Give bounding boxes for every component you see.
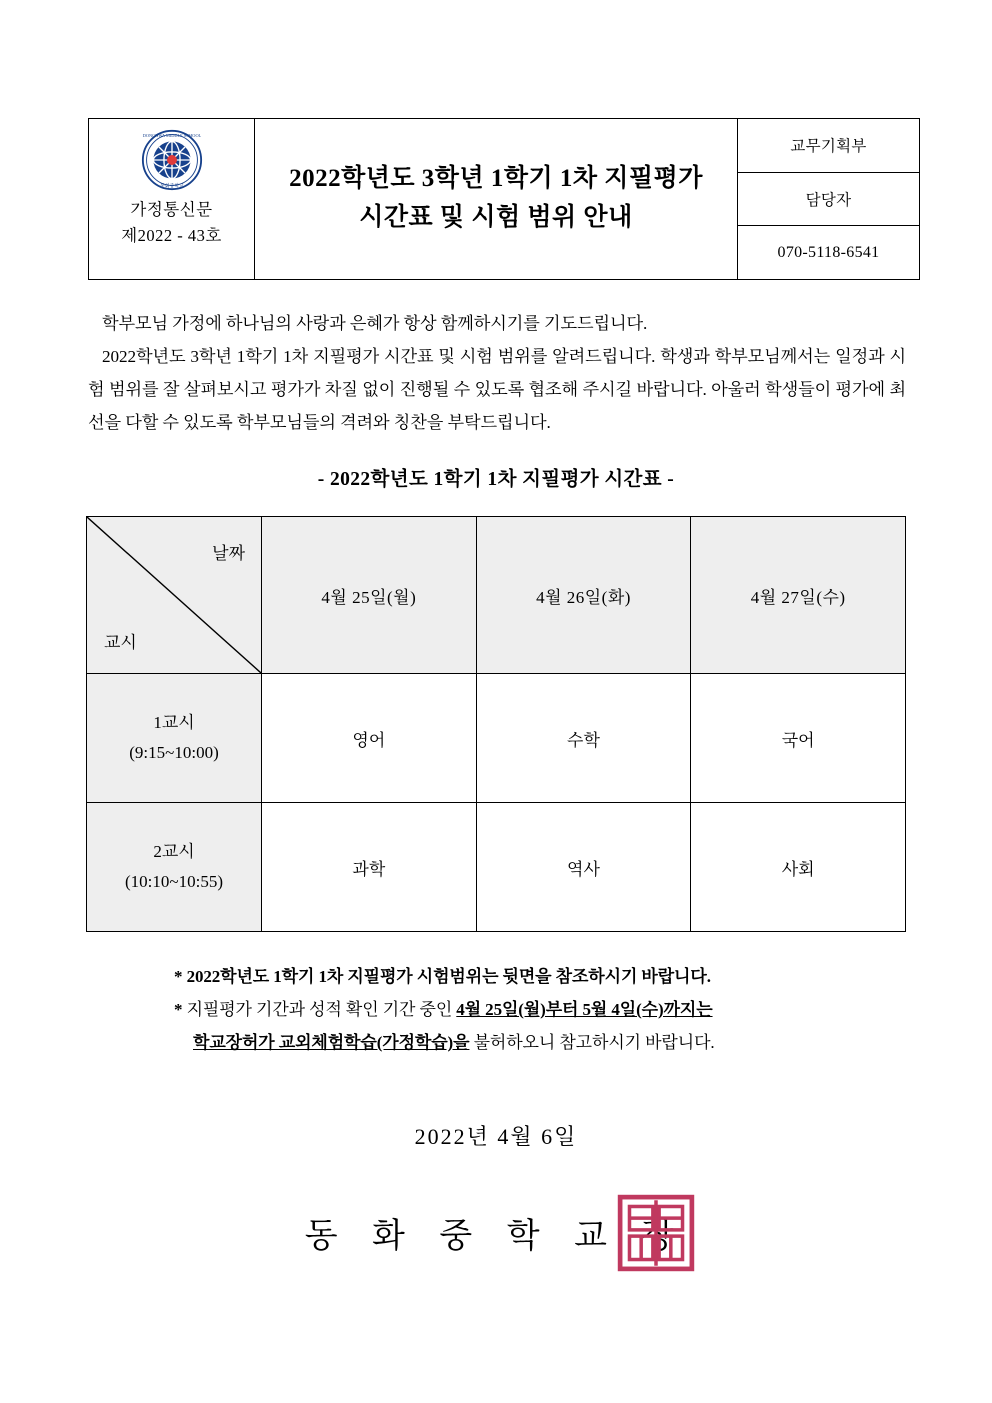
note-item-1 [174,960,914,993]
subject-r2c3: 사회 [691,803,906,932]
intro-paragraph-2: 2022학년도 3학년 1학기 1차 지필평가 시간표 및 시험 범위를 알려드립니다. 학생과 학부모님께서는 일정과 시험 범위를 잘 살펴보시고 평가가 차질 없이 진행될 수 있도록 협조해 주시길 바랍니다. 아울러 학생들이 평가에 최선을 다할 수 있도록 학부모님들의 격려와 칭찬을 부탁드립니다. [88,347,906,433]
signature-line [0,1208,992,1257]
schedule-table [86,516,906,932]
manager-label-cell: 담당자 [738,172,920,226]
note-text-2-underline-2: 학교장허가 교외체험학습(가정학습)을 [193,1033,470,1053]
schedule-corner-cell [87,517,262,674]
intro-paragraph-1: 학부모님 가정에 하나님의 사랑과 은혜가 항상 함께하시기를 기도드립니다. [102,314,648,333]
header-table [88,118,920,280]
corner-date-label: 날짜 [212,544,245,563]
period-cell-1 [87,674,262,803]
intro-paragraphs [88,307,906,439]
table-header-row [87,517,906,674]
header-block [88,118,904,280]
note-bullet-1: * [174,967,183,986]
contact-phone-cell: 070-5118-6541 [738,226,920,280]
note-text-2-pre: 지필평가 기간과 성적 확인 기간 중인 [186,1000,457,1020]
document-title-line2: 시간표 및 시험 범위 안내 [359,204,633,231]
notes-block [174,960,914,1059]
day-header-3: 4월 27일(수) [691,517,906,674]
note-text-2-underline-1: 4월 25일(월)부터 5월 4일(수)까지는 [456,1000,713,1020]
table-row [87,803,906,932]
note-bullet-2: * [174,1000,183,1020]
period-name-1: 1교시 [153,713,195,733]
svg-text:DONGHWA MIDDLE SCHOOL: DONGHWA MIDDLE SCHOOL [142,133,201,139]
subject-r1c3: 국어 [691,674,906,803]
schedule-table-wrap [86,516,906,932]
document-title-line1: 2022학년도 3학년 1학기 1차 지필평가 [289,165,703,193]
school-identity-cell [89,119,255,280]
subject-r1c1: 영어 [262,674,477,803]
subject-r2c1: 과학 [262,803,477,932]
day-header-2: 4월 26일(화) [476,517,691,674]
school-crest-icon [141,129,203,191]
issue-date: 2022년 4월 6일 [414,1124,578,1149]
schedule-heading: - 2022학년도 1학기 1차 지필평가 시간표 - [317,469,675,490]
department-cell: 교무기획부 [738,119,920,173]
subject-r1c2: 수학 [476,674,691,803]
svg-text:동화중학교: 동화중학교 [159,184,184,190]
period-name-2: 2교시 [153,842,195,862]
newsletter-number: 제2022 - 43호 [121,225,222,245]
period-time-2: (10:10~10:55) [125,872,223,891]
note-text-2-post: 불허하오니 참고하시기 바랍니다. [469,1033,715,1053]
period-time-1: (9:15~10:00) [129,743,219,762]
day-header-1: 4월 25일(월) [262,517,477,674]
note-item-2 [174,993,914,1059]
corner-period-label: 교시 [104,633,137,652]
note-text-1: 2022학년도 1학기 1차 지필평가 시험범위는 뒷면을 참조하시기 바랍니다. [186,967,711,986]
document-title [255,119,738,280]
signature-text: 동 화 중 학 교 장 [304,1218,688,1255]
newsletter-label: 가정통신문 [130,200,213,219]
table-row [87,674,906,803]
period-cell-2 [87,803,262,932]
subject-r2c2: 역사 [476,803,691,932]
